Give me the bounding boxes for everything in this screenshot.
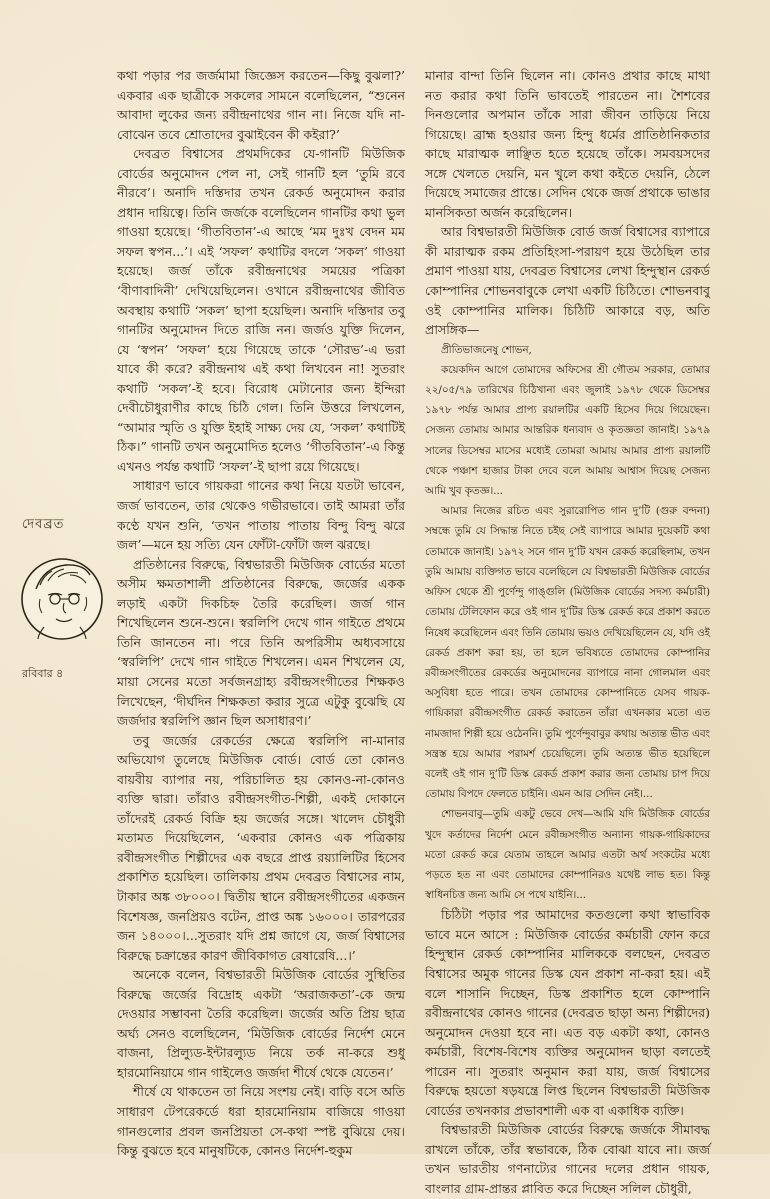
paragraph: কথা পড়ার পর জর্জমামা জিজ্ঞেস করতেন—কিছু বুঝলা?’ একবার এক ছাত্রীকে সকলের সামনে বলেছিলেন, “শুনেন আবাদা লুকের জন্য রবীন্দ্রনাথের গান না। নিজে যদি না-বোঝেন তবে শ্রোতাদের বুঝাইবেন কী কইরা?’ bbox=[117, 68, 405, 142]
paragraph: বিশ্বভারতী মিউজিক বোর্ডের বিরুদ্ধে জর্জকে সীমাবদ্ধ রাখলে তাঁকে, তাঁর স্বভাবকে, ঠিক বোঝা যাবে না। জর্জ তখন ভারতীয় গণনাট্যের গানের দলের প্রধান গায়ক, বাংলার গ্রাম-প্রান্তর প্লাবিত করে দিচ্ছেন সলিল চৌধুরী, bbox=[425, 1122, 710, 1196]
paragraph: মানার বান্দা তিনি ছিলেন না। কোনও প্রথার কাছে মাথা নত করার কথা তিনি ভাবতেই পারতেন না। শৈশবের দিনগুলোর অপমান তাঁকে সারা জীবন তাড়িয়ে নিয়ে গিয়েছে। ব্রাহ্ম হওয়ার জন্য হিন্দু ধর্মের প্রাতিষ্ঠানিকতার কাছে মারাত্মক লাঞ্ছিত হতে হয়েছে তাঁকে। সমবয়সদের সঙ্গে খেলতে দেয়নি, মন খুলে কথা কইতে দেয়নি, ঠেলে দিয়েছে সমাজের প্রান্তে। সেদিন থেকে জর্জ প্রথাকে ভাঙার মানসিকতা অর্জন করেছিলেন। bbox=[425, 68, 710, 220]
left-column bbox=[117, 66, 405, 1161]
badge-title: দেবব্রত bbox=[22, 517, 65, 532]
badge-subtitle: রবিবার ৪ bbox=[22, 667, 64, 680]
paragraph: প্রতিষ্ঠানের বিরুদ্ধে, বিশ্বভারতী মিউজিক বোর্ডের মতো অসীম ক্ষমতাশালী প্রতিষ্ঠানের বিরুদ্ধে, জর্জের একক লড়াই একটা দিকচিহ্ন তৈরি করেছিল। জর্জ গান শিখেছিলেন শুনে-শুনে। স্বরলিপি দেখে গান গাইতে প্রথমে তিনি জানতেন না। পরে তিনি অপরিসীম অধ্যবসায়ে ‘স্বরলিপি’ দেখে গান গাইতে শিখলেন। এমন শিখলেন যে, মায়া সেনের মতো সর্বজনগ্রাহ্য রবীন্দ্রসংগীতের শিক্ষকও লিখেছেন, ‘দীর্ঘদিন শিক্ষকতা করার সুত্রে এটুকু বুঝেছি যে জর্জদার স্বরলিপি জ্ঞান ছিল অসাধারণ।’ bbox=[117, 556, 405, 729]
right-column bbox=[425, 66, 710, 1199]
letter-paragraph: শোভনবাবু—তুমি একটু ভেবে দেখ—আমি যদি মিউজিক বোর্ডের খুদে কর্তাদের নির্দেশ মেনে রবীন্দ্রসংগীত অন্যান্য গায়ক-গায়িকাদের মতো রেকর্ড করে যেতাম তাহলে আমার এতটা অর্থ সংকটের মধ্যে পড়তে হত না এবং তোমাদের কোম্পানিরও যথেষ্ট লাভ হত। কিন্তু স্বাধিনচিত্ত জন্য আমি সে পথে যাইনি।... bbox=[425, 808, 710, 902]
paragraph: তবু জর্জের রেকর্ডের ক্ষেত্রে স্বরলিপি না-মানার অভিযোগ তুলেছে মিউজিক বোর্ড। বোর্ড তো কোনও বায়বীয় ব্যাপার নয়, পরিচালিত হয় কোনও-না-কোনও ব্যক্তি দ্বারা। তাঁরাও রবীন্দ্রসংগীত-শিল্পী, একই দোকানে তাঁদেরই রেকর্ড বিক্রি হয় জর্জের সঙ্গে। খালেদ চৌধুরী মতামত দিয়েছিলেন, ‘একবার কোনও এক পত্রিকায় রবীন্দ্রসংগীত শিল্পীদের এক বছরে প্রাপ্ত রয়্যালিটির হিসেব প্রকাশিত হয়েছিল। তালিকায় প্রথম দেবব্রত বিশ্বাসের নাম, টাকার অঙ্ক ৩৮০০০। দ্বিতীয় স্থানে রবীন্দ্রসংগীতের একজন বিশেষজ্ঞ, জনপ্রিয়ও বটেন, প্রাপ্ত অঙ্ক ১৬০০০। তারপরের জন ১৪০০০।...সুতরাং যদি প্রশ্ন জাগে যে, জর্জ বিশ্বাসের বিরুদ্ধে চক্রান্তের কারণ জীবিকাগত রেষারেষি...।’ bbox=[117, 732, 405, 963]
letter-paragraph: কয়েকদিন আগে তোমাদের অফিসের শ্রী গৌতম সরকার, তোমার ২২/০৫/৭৯ তারিখের চিঠিখানা এবং জুলাই ১৯৭৮ থেকে ডিসেম্বর ১৯৭৮ পর্যন্ত আমার প্রাপ্য রয়ালটির একটি হিসেব দিয়ে গিয়েছেন। সেজন্য তোমায় আমার আন্তরিক ধন্যবাদ ও কৃতজ্ঞতা জানাই। ১৯৭৯ সালের ডিসেম্বর মাসের মধ্যেই তোমরা আমায় আমার প্রাপ্য রয়ালটি থেকে পঞ্চাশ হাজার টাকা দেবে বলে আমায় আশ্বাস দিয়েছ সেজন্য আমি খুব কৃতজ্ঞ।... bbox=[425, 363, 710, 498]
letter-salutation: প্রীতিভাজনেষু শোভন, bbox=[441, 343, 532, 356]
paragraph: চিঠিটা পড়ার পর আমাদের কতগুলো কথা স্বাভাবিক ভাবে মনে আসে : মিউজিক বোর্ডের কর্মচারী ফোন করে হিন্দুস্থান রেকর্ড কোম্পানির মালিককে বলছেন, দেবব্রত বিশ্বাসের অমুক গানের ডিস্ক যেন প্রকাশ না-করা হয়। এই বলে শাসানি দিচ্ছেন, ডিস্ক প্রকাশিত হলে কোম্পানি রবীন্দ্রনাথের কোনও গানের (দেবব্রত ছাড়া অন্য শিল্পীদের) অনুমোদন দেওয়া হবে না। এত বড় একটা কথা, কোনও কর্মচারী, বিশেষ-বিশেষ ব্যক্তির অনুমোদন ছাড়া বলতেই পারেন না। সুতরাং অনুমান করা যায়, জর্জ বিশ্বাসের বিরুদ্ধে হয়তো ষড়যন্ত্রে লিপ্ত ছিলেন বিশ্বভারতী মিউজিক বোর্ডের তখনকার প্রভাবশালী এক বা একাধিক ব্যক্তি। bbox=[425, 907, 710, 1118]
letter-paragraph: আমার নিজের রচিত এবং সুরারোপিত গান দু’টি (গুরু বন্দনা) সম্বন্ধে তুমি যে সিদ্ধান্ত নিতে চইছ সেই ব্যাপারে আমার দুয়েকটি কথা তোমাকে জানাই। ১৯৭২ সনে গান দু’টি যখন রেকর্ড করেছিলাম, তখন তুমি আমায় ব্যক্তিগত ভাবে বলেছিলে যে বিশ্বভারতী মিউজিক বোর্ডের অফিস থেকে শ্রী পুর্ণেন্দু গাঙ্গুলি (মিউজিক বোর্ডের সদস্য কর্মচারী) তোমায় টেলিফোন করে ওই গান দু’টির ডিস্ক রেকর্ড করে প্রকাশ করতে নিষেধ করেছিলেন এবং তিনি তোমায় ভয়ও দেখিয়েছিলেন যে, যদি ওই রেকর্ড প্রকাশ করা হয়, তা হলে ভবিষ্যতে তোমাদের কোম্পানির রবীন্দ্রসংগীতের রেকর্ডের অনুমোদনের ব্যাপারে নানা গোলমাল এবং অসুবিধা হতে পারে। তখন তোমাদের কোম্পানিতে যেসব গায়ক-গায়িকারা রবীন্দ্রসংগীত রেকর্ড করাতেন তাঁরা এখনকার মতো এত নামজাদা শিল্পী হয়ে ওঠেননি। তুমি পুর্ণেন্দুবাবুর কথায় অত্যন্ত ভীত এবং সন্ত্রস্ত হয়ে আমার পরামর্শ চেয়েছিলে। তুমি অত্যন্ত ভীত হয়েছিলে বলেই ওই গান দু’টি ডিস্ক রেকর্ড প্রকাশ করার জন্য তোমায় চাপ দিয়ে তোমায় বিপদে ফেলতে চাইনি। এমন আর সেদিন নেই।... bbox=[425, 505, 710, 801]
paragraph: দেবব্রত বিশ্বাসের প্রথমদিকের যে-গানটি মিউজিক বোর্ডের অনুমোদন পেল না, সেই গানটি হল ‘তুমি রবে নীরবে’। অনাদি দস্তিদার তখন রেকর্ড অনুমোদন করার প্রধান দায়িত্বে। তিনি জর্জকে বলেছিলেন গানটির কথা ভুল গাওয়া হয়েছে। ‘গীতবিতান’-এ আছে ‘মম দুঃখ বেদন মম সফল স্বপন...’। এই ‘সফল’ কথাটির বদলে ‘সকল’ গাওয়া হয়েছে। জর্জ তাঁকে রবীন্দ্রনাথের সময়ের পত্রিকা ‘বীণাবাদিনী’ দেখিয়েছিলেন। ওখানে রবীন্দ্রনাথের জীবিত অবস্থায় কথাটি ‘সকল’ ছাপা হয়েছিল। অনাদি দস্তিদার তবু গানটির অনুমোদন দিতে রাজি নন। জর্জও যুক্তি দিলেন, যে ‘স্বপন’ ‘সফল’ হয়ে গিয়েছে তাকে ‘সৌরভ’-এ ভরা যাবে কী করে? রবীন্দ্রনাথ এই কথা লিখবেন না! সুতরাং কথাটি ‘সকল’-ই হবে। বিরোধ মেটানোর জন্য ইন্দিরা দেবীচৌধুরাণীর কাছে চিঠি গেল। তিনি উত্তরে লিখলেন, “আমার স্মৃতি ও যুক্তি ইহাই সাক্ষ্য দেয় যে, ‘সকল’ কথাটিই ঠিক।” গানটি তখন অনুমোদিত হলেও ‘গীতবিতান’-এ কিন্তু এখনও পর্যন্ত কথাটি ‘সফল’-ই ছাপা রয়ে গিয়েছে। bbox=[117, 146, 405, 474]
paragraph: আর বিশ্বভারতী মিউজিক বোর্ড জর্জ বিশ্বাসের ব্যাপারে কী মারাত্মক রকম প্রতিহিংসা-পরায়ণ হয়ে উঠেছিল তার প্রমাণ পাওয়া যায়, দেবব্রত বিশ্বাসের লেখা হিন্দুস্থান রেকর্ড কোম্পানির শোভনবাবুকে লেখা একটি চিঠিতে। শোভনবাবু ওই কোম্পানির মালিক। চিঠিটি আকারে বড়, অতি প্রাসঙ্গিক— bbox=[425, 224, 710, 338]
paragraph: অনেকে বলেন, বিশ্বভারতী মিউজিক বোর্ডের সুস্থিতির বিরুদ্ধে জর্জের বিদ্রোহ একটা ‘অরাজকতা’-কে জন্ম দেওয়ার সম্ভাবনা তৈরি করেছিল। জর্জের অতি প্রিয় ছাত্র অর্ঘ্য সেনও বলেছিলেন, ‘মিউজিক বোর্ডের নির্দেশ মেনে বাজনা, প্রিল্যুড-ইন্টারল্যুড নিয়ে তর্ক না-করে শুধু হারমোনিয়ামে গান গাইলেও জর্জদা শীর্ষে থেকে যেতেন।’ bbox=[117, 967, 405, 1080]
series-badge bbox=[14, 515, 110, 687]
paragraph: শীর্ষে যে থাকতেন তা নিয়ে সংশয় নেই। বাড়ি বসে অতি সাধারণ টেপরেকর্ডে ধরা হারমোনিয়াম বাজিয়ে গাওয়া গানগুলোর প্রবল জনপ্রিয়তা সে-কথা স্পষ্ট বুঝিয়ে দেয়। কিন্তু বুঝতে হবে মানুষটিকে, কোনও নির্দেশ-হুকুম bbox=[117, 1084, 405, 1159]
paragraph: সাধারণ ভাবে গায়করা গানের কথা নিয়ে যতটা ভাবেন, জর্জ ভাবতেন, তার থেকেও গভীরভাবে। তাই আমরা তাঁর কণ্ঠে যখন শুনি, ‘তখন পাতায় পাতায় বিন্দু বিন্দু ঝরে জল’—মনে হয় সত্যি যেন ফোঁটা-ফোঁটা জল ঝরছে। bbox=[117, 478, 405, 553]
portrait-sketch-icon bbox=[14, 515, 110, 687]
